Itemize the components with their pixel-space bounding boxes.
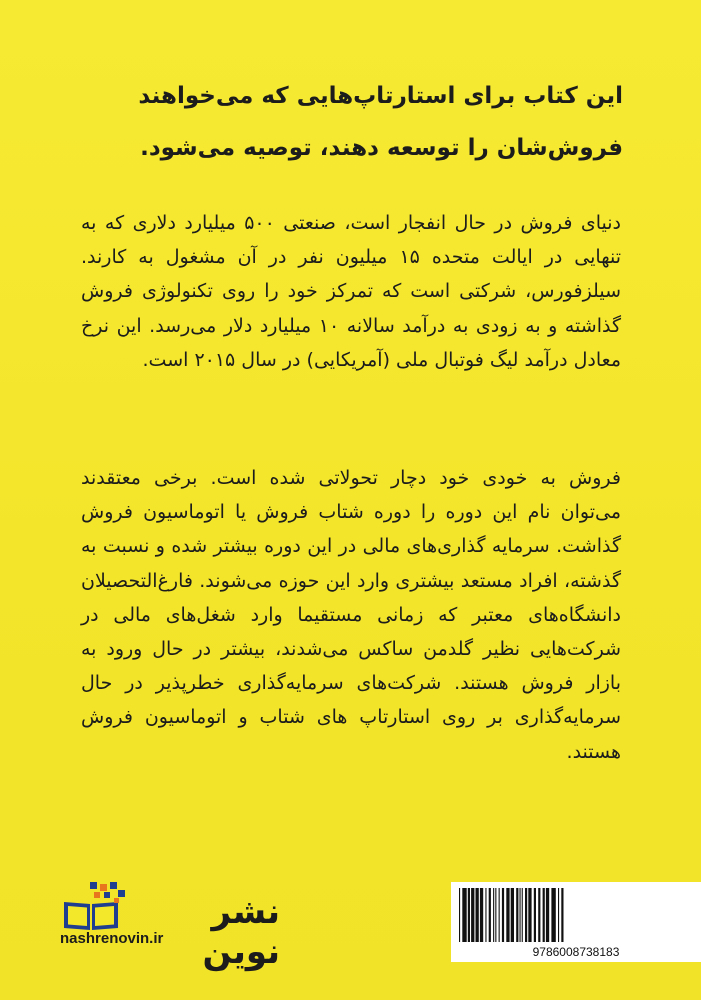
- barcode-bar: [511, 888, 514, 942]
- publisher-website: nashrenovin.ir: [60, 930, 164, 947]
- barcode-bar: [471, 888, 474, 942]
- barcode-bars: [457, 888, 695, 942]
- barcode-bar: [468, 888, 470, 942]
- barcode-bar: [476, 888, 479, 942]
- barcode-bar: [528, 888, 531, 942]
- isbn-number: 9786008738183: [532, 945, 620, 959]
- barcode-bar: [485, 888, 486, 942]
- barcode-bar: [493, 888, 494, 942]
- barcode-bar: [462, 888, 466, 942]
- barcode-bar: [520, 888, 521, 942]
- barcode-bar: [459, 888, 460, 942]
- description-paragraph-1: دنیای فروش در حال انفجار است، صنعتی ۵۰۰ میلیارد دلاری که به تنهایی در ایالت متحده ۱۵ میلیون نفر در آن مشغول به کارند. سیلزفورس، شرکتی است که تمرکز خود را روی تکنولوژی فروش گذاشته و به زودی به درآمد سالانه ۱۰ میلیارد دلار می‌رسد. این نرخ معادل درآمد لیگ فوتبال ملی (آمریکایی) در سال ۲۰۱۵ است.: [81, 212, 622, 371]
- description-paragraph-2: فروش به خودی خود دچار تحولاتی شده است. برخی معتقدند می‌توان نام این دوره را دوره شتاب فروش یا اتوماسیون فروش گذاشت. سرمایه گذاری‌های مالی در این دوره بیشتر شده و نسبت به گذشته، افراد مستعد بیشتری وارد این حوزه می‌شوند. فارغ‌التحصیلان دانشگاه‌های معتبر که زمانی مستقیما وارد شغل‌های مالی در شرکت‌هایی نظیر گلدمن ساکس می‌شدند، بیشتر در حال ورود به بازار فروش هستند. شرکت‌های سرمایه‌گذاری خطرپذیر در حال سرمایه‌گذاری بر روی استارتاپ های شتاب و اتوماسیون فروش هستند.: [81, 467, 621, 763]
- barcode-bar: [558, 888, 559, 942]
- barcode-bar: [543, 888, 545, 942]
- barcode-bar: [546, 888, 549, 942]
- open-book-pixel-icon: [60, 880, 128, 932]
- barcode-bar: [499, 888, 500, 942]
- barcode-bar: [516, 888, 518, 942]
- barcode-bar: [502, 888, 504, 942]
- barcode-bar: [551, 888, 555, 942]
- barcode-bar: [525, 888, 527, 942]
- barcode-bar: [495, 888, 496, 942]
- barcode-bar: [534, 888, 536, 942]
- barcode-bar: [522, 888, 523, 942]
- barcode-bar: [538, 888, 540, 942]
- barcode-bar: [489, 888, 491, 942]
- cover-headline: این کتاب برای استارتاپ‌هایی که می‌خواهند فروش‌شان را توسعه دهند، توصیه می‌شود.: [138, 83, 623, 161]
- barcode-bar: [506, 888, 509, 942]
- barcode-bar: [480, 888, 483, 942]
- publisher-logo: [60, 880, 280, 972]
- publisher-name: نشر نوین: [202, 892, 280, 972]
- isbn-barcode: [451, 882, 701, 962]
- barcode-bar: [561, 888, 563, 942]
